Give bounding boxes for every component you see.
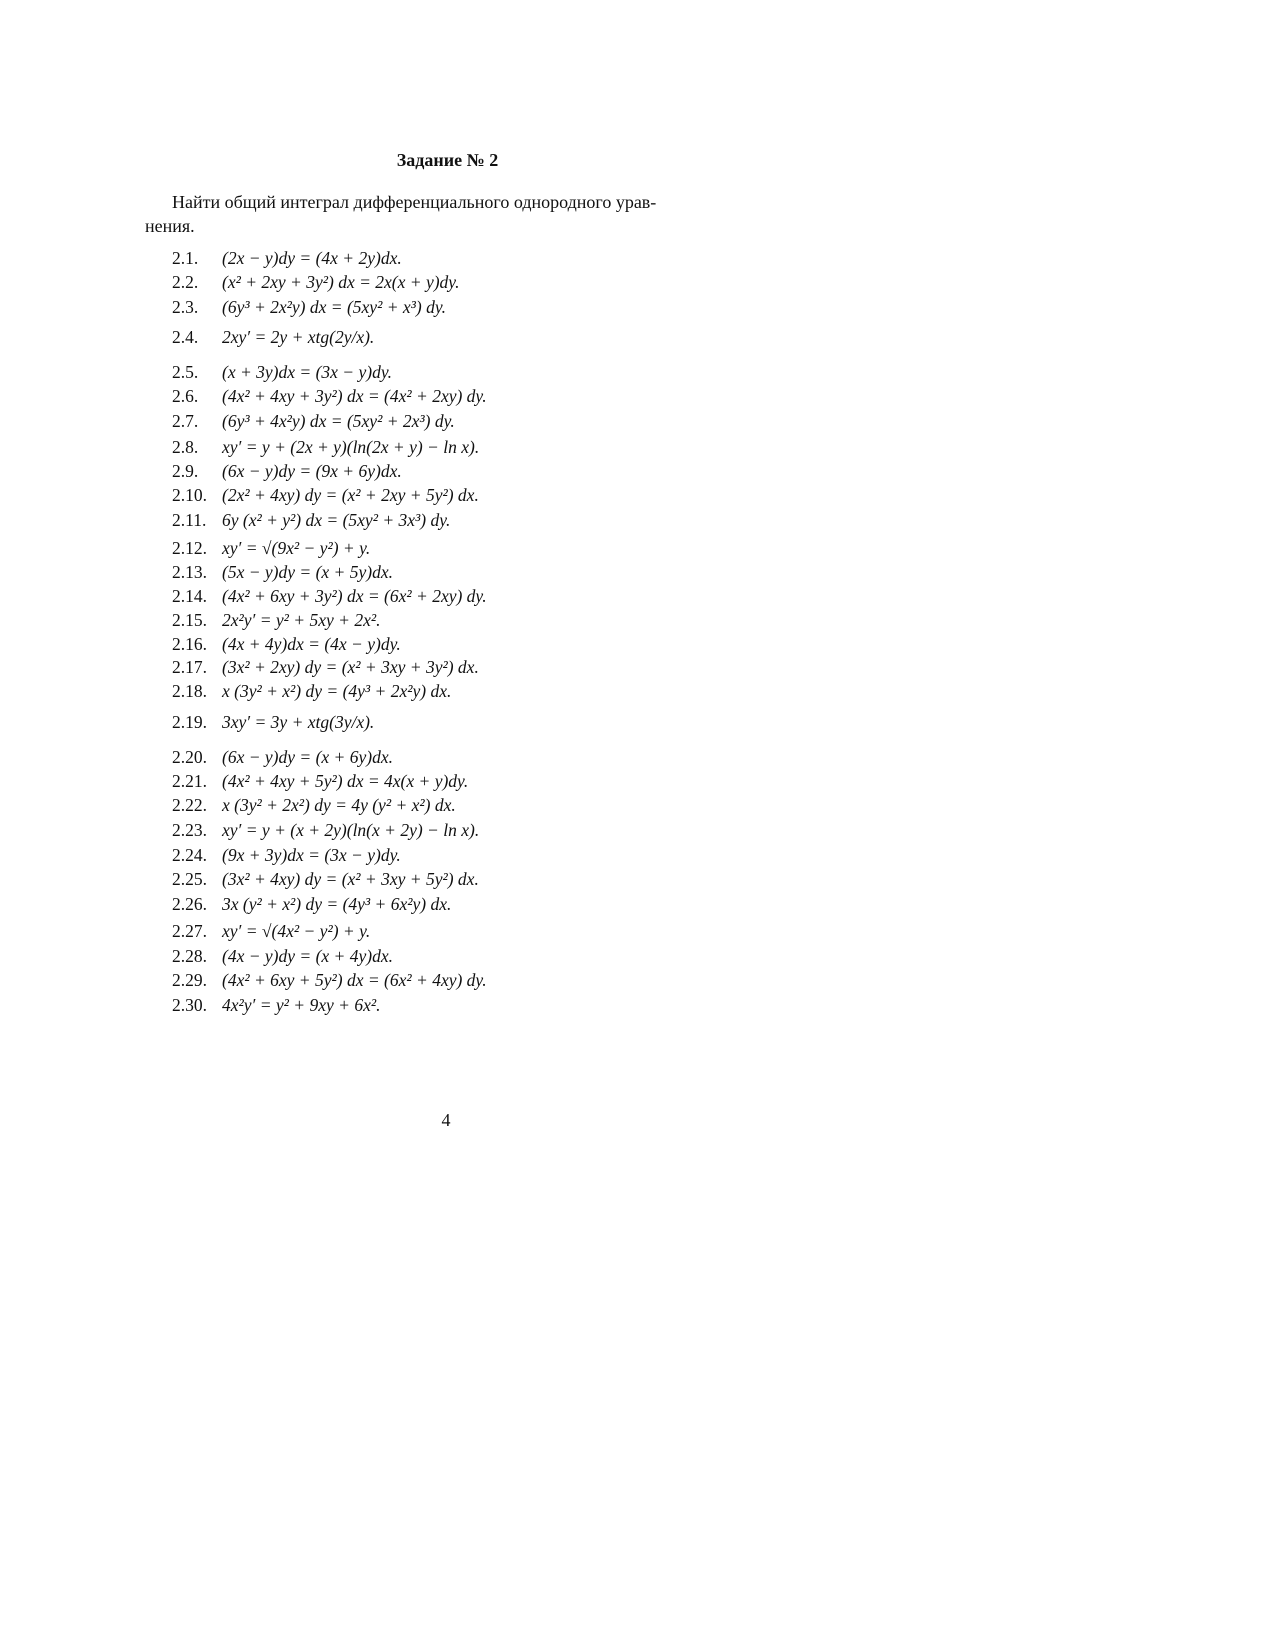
problem-item	[172, 679, 451, 703]
problem-item	[172, 818, 479, 842]
problem-item	[172, 409, 455, 433]
problem-item	[172, 944, 393, 968]
problem-item	[172, 459, 402, 483]
problem-number: 2.15.	[172, 610, 207, 630]
page-title: Задание № 2	[396, 150, 499, 170]
problem-equation: x (3y² + 2x²) dy = 4y (y² + x²) dx.	[222, 795, 456, 815]
problem-equation: (4x² + 6xy + 3y²) dx = (6x² + 2xy) dy.	[222, 586, 487, 606]
problem-item	[172, 325, 374, 349]
problem-number: 2.19.	[172, 712, 207, 732]
problem-equation: (4x² + 4xy + 3y²) dx = (4x² + 2xy) dy.	[222, 386, 487, 406]
problem-number: 2.20.	[172, 747, 207, 767]
problem-equation: (4x² + 6xy + 5y²) dx = (6x² + 4xy) dy.	[222, 970, 487, 990]
problem-number: 2.30.	[172, 995, 207, 1015]
problem-equation: (4x − y)dy = (x + 4y)dx.	[222, 946, 393, 966]
problem-item	[172, 608, 380, 632]
problem-equation: (4x + 4y)dx = (4x − y)dy.	[222, 634, 401, 654]
problem-item	[172, 295, 446, 319]
problem-item	[172, 843, 401, 867]
problem-equation: (5x − y)dy = (x + 5y)dx.	[222, 562, 393, 582]
problem-item	[172, 745, 393, 769]
page-number: 4	[441, 1110, 451, 1130]
problem-equation: 3x (y² + x²) dy = (4y³ + 6x²y) dx.	[222, 894, 452, 914]
problem-number: 2.16.	[172, 634, 207, 654]
problem-item	[172, 793, 456, 817]
problem-item	[172, 536, 370, 560]
problem-item	[172, 968, 487, 992]
problem-equation: (6y³ + 2x²y) dx = (5xy² + x³) dy.	[222, 297, 447, 317]
problem-equation: (9x + 3y)dx = (3x − y)dy.	[222, 845, 401, 865]
problem-number: 2.7.	[172, 411, 199, 431]
problem-number: 2.5.	[172, 362, 199, 382]
problem-number: 2.27.	[172, 921, 207, 941]
problem-number: 2.6.	[172, 386, 199, 406]
instruction-line-2: нения.	[145, 216, 195, 236]
problem-number: 2.13.	[172, 562, 207, 582]
problem-item	[172, 246, 402, 270]
problem-number: 2.14.	[172, 586, 207, 606]
problem-equation: (x² + 2xy + 3y²) dx = 2x(x + y)dy.	[222, 272, 460, 292]
problem-equation: (6x − y)dy = (x + 6y)dx.	[222, 747, 393, 767]
problem-equation: (3x² + 4xy) dy = (x² + 3xy + 5y²) dx.	[222, 869, 479, 889]
problem-number: 2.11.	[172, 510, 207, 530]
problem-number: 2.22.	[172, 795, 207, 815]
problem-item	[172, 435, 479, 459]
problem-item	[172, 892, 451, 916]
problem-item	[172, 769, 468, 793]
problem-item	[172, 919, 370, 943]
problem-number: 2.9.	[172, 461, 199, 481]
problem-item	[172, 483, 479, 507]
problem-number: 2.17.	[172, 657, 207, 677]
problem-item	[172, 384, 487, 408]
problem-item	[172, 584, 487, 608]
problem-item	[172, 560, 393, 584]
problem-equation: xy′ = √(4x² − y²) + y.	[222, 921, 371, 941]
problem-number: 2.26.	[172, 894, 207, 914]
problem-equation: 3xy′ = 3y + xtg(3y/x).	[222, 712, 375, 732]
problem-number: 2.23.	[172, 820, 207, 840]
problem-number: 2.29.	[172, 970, 207, 990]
problem-item	[172, 270, 459, 294]
problem-equation: 6y (x² + y²) dx = (5xy² + 3x³) dy.	[222, 510, 451, 530]
problem-item	[172, 508, 450, 532]
problem-number: 2.8.	[172, 437, 199, 457]
problem-equation: (2x² + 4xy) dy = (x² + 2xy + 5y²) dx.	[222, 485, 479, 505]
problem-item	[172, 710, 374, 734]
instruction-line-1: Найти общий интеграл дифференциального однородного урав-	[172, 192, 657, 212]
problem-number: 2.2.	[172, 272, 199, 292]
problem-item	[172, 632, 401, 656]
problem-equation: (x + 3y)dx = (3x − y)dy.	[222, 362, 393, 382]
problem-equation: x (3y² + x²) dy = (4y³ + 2x²y) dx.	[222, 681, 452, 701]
problem-equation: 4x²y′ = y² + 9xy + 6x².	[222, 995, 381, 1015]
problem-item	[172, 993, 380, 1017]
problem-number: 2.12.	[172, 538, 207, 558]
problem-equation: 2xy′ = 2y + xtg(2y/x).	[222, 327, 375, 347]
problem-number: 2.25.	[172, 869, 207, 889]
problem-number: 2.1.	[172, 248, 199, 268]
problem-number: 2.3.	[172, 297, 199, 317]
problem-equation: xy′ = √(9x² − y²) + y.	[222, 538, 371, 558]
problem-equation: 2x²y′ = y² + 5xy + 2x².	[222, 610, 381, 630]
problem-item	[172, 867, 479, 891]
problem-item	[172, 360, 392, 384]
problem-equation: xy′ = y + (2x + y)(ln(2x + y) − ln x).	[222, 437, 480, 457]
problem-equation: (6y³ + 4x²y) dx = (5xy² + 2x³) dy.	[222, 411, 455, 431]
problem-equation: (3x² + 2xy) dy = (x² + 3xy + 3y²) dx.	[222, 657, 479, 677]
problem-number: 2.28.	[172, 946, 207, 966]
problem-equation: (2x − y)dy = (4x + 2y)dx.	[222, 248, 402, 268]
problem-number: 2.10.	[172, 485, 207, 505]
problem-number: 2.21.	[172, 771, 207, 791]
problem-number: 2.4.	[172, 327, 199, 347]
problem-number: 2.18.	[172, 681, 207, 701]
problem-item	[172, 655, 479, 679]
problem-equation: (4x² + 4xy + 5y²) dx = 4x(x + y)dy.	[222, 771, 469, 791]
problem-equation: (6x − y)dy = (9x + 6y)dx.	[222, 461, 402, 481]
problem-number: 2.24.	[172, 845, 207, 865]
problem-equation: xy′ = y + (x + 2y)(ln(x + 2y) − ln x).	[222, 820, 480, 840]
